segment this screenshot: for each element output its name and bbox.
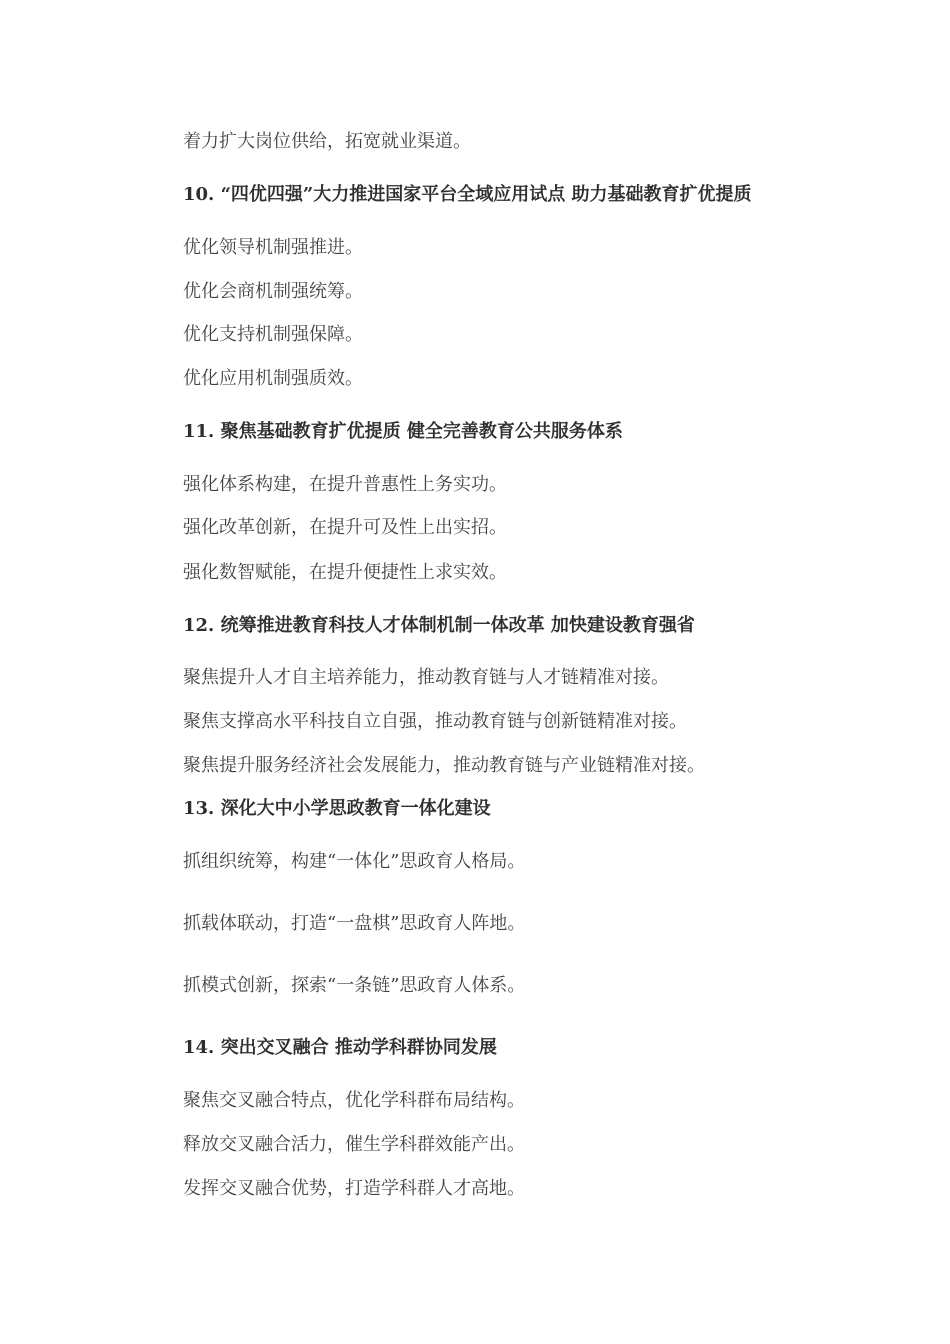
section-heading-10: 10. “四优四强”大力推进国家平台全域应用试点 助力基础教育扩优提质	[183, 184, 752, 205]
section-11-item-2: 强化改革创新，在提升可及性上出实招。	[183, 517, 507, 538]
section-12-item-2: 聚焦支撑高水平科技自立自强，推动教育链与创新链精准对接。	[183, 711, 687, 732]
section-14-item-1: 聚焦交叉融合特点，优化学科群布局结构。	[183, 1090, 525, 1111]
section-12-item-3: 聚焦提升服务经济社会发展能力，推动教育链与产业链精准对接。	[183, 755, 705, 776]
section-heading-12: 12. 统筹推进教育科技人才体制机制一体改革 加快建设教育强省	[183, 615, 695, 636]
section-13-item-2: 抓载体联动，打造“一盘棋”思政育人阵地。	[183, 913, 526, 934]
section-heading-13: 13. 深化大中小学思政教育一体化建设	[183, 798, 491, 819]
section-10-item-1: 优化领导机制强推进。	[183, 237, 363, 258]
section-14-item-3: 发挥交叉融合优势，打造学科群人才高地。	[183, 1178, 525, 1199]
section-11-item-3: 强化数智赋能，在提升便捷性上求实效。	[183, 562, 507, 583]
section-heading-14: 14. 突出交叉融合 推动学科群协同发展	[183, 1037, 497, 1058]
section-10-item-4: 优化应用机制强质效。	[183, 368, 363, 389]
section-12-item-1: 聚焦提升人才自主培养能力，推动教育链与人才链精准对接。	[183, 667, 669, 688]
section-heading-11: 11. 聚焦基础教育扩优提质 健全完善教育公共服务体系	[183, 421, 623, 442]
intro-paragraph: 着力扩大岗位供给，拓宽就业渠道。	[183, 131, 471, 152]
section-13-item-1: 抓组织统筹，构建“一体化”思政育人格局。	[183, 851, 526, 872]
section-10-item-2: 优化会商机制强统筹。	[183, 281, 363, 302]
section-13-item-3: 抓模式创新，探索“一条链”思政育人体系。	[183, 975, 526, 996]
section-14-item-2: 释放交叉融合活力，催生学科群效能产出。	[183, 1134, 525, 1155]
section-10-item-3: 优化支持机制强保障。	[183, 324, 363, 345]
section-11-item-1: 强化体系构建，在提升普惠性上务实功。	[183, 474, 507, 495]
